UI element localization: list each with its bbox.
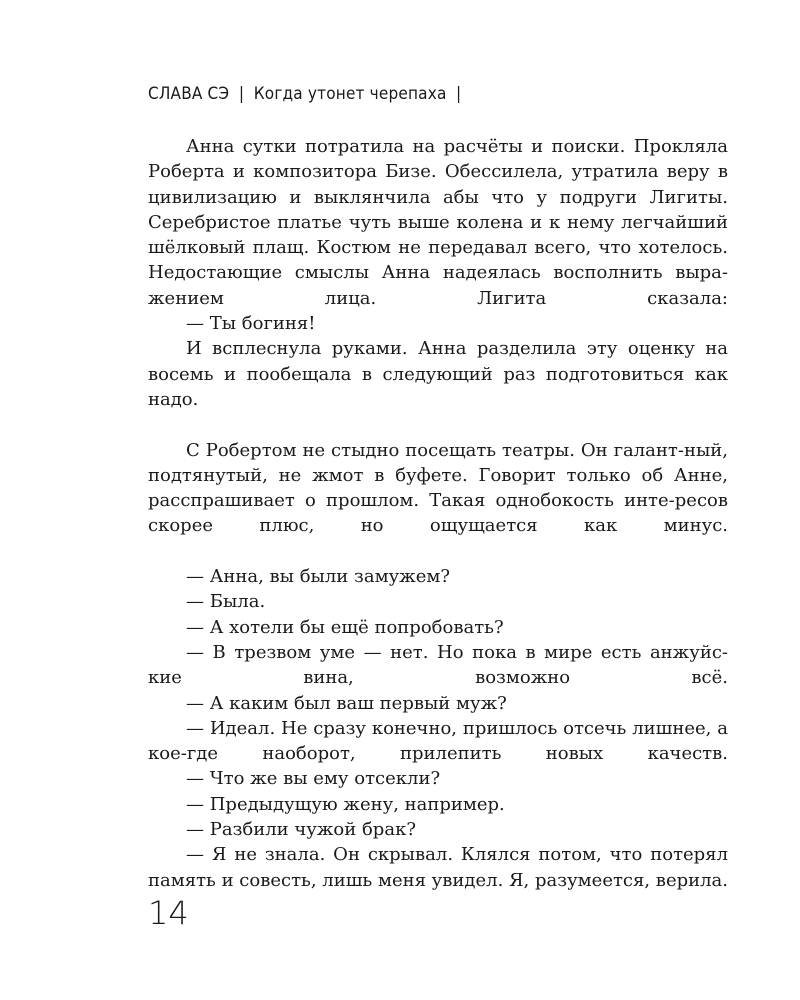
dialogue-line: — Была. <box>186 591 266 613</box>
text-line: С Робертом не стыдно посещать театры. Он галант- <box>186 439 684 461</box>
dialogue-line: — Анна, вы были замужем? <box>186 566 451 588</box>
dialogue-line: — Идеал. Не сразу конечно, пришлось отсечь лишнее, а кое-где наоборот, прилепить новых качеств. <box>148 717 728 765</box>
text-line: Серебристое платье чуть выше колена и к нему легчайший <box>148 211 728 233</box>
header-book-title: Когда утонет черепаха <box>253 84 447 104</box>
dialogue-line: — Что же вы ему отсекли? <box>186 768 441 790</box>
paragraph-clapped-hands <box>148 336 728 412</box>
text-line: жением лица. Лигита сказала: <box>148 287 728 309</box>
dialogue-line: — Я не знала. Он скрывал. Клялся потом, что потерял память и совесть, лишь меня увидел. Я, разумеется, верила. <box>148 844 728 891</box>
text-line: Роберта и композитора Бизе. Обессилела, утратила веру в <box>148 161 728 183</box>
page-number: 14 <box>148 894 189 932</box>
dialogue-line: — Разбили чужой брак? <box>186 819 416 841</box>
header-separator-right: | <box>456 84 462 104</box>
text-line: Анна сутки потратила на расчёты и поиски. Прокляла <box>186 136 728 157</box>
text-line: надо. <box>148 388 199 410</box>
paragraph-gap <box>148 412 728 437</box>
header-author: СЛАВА СЭ <box>148 84 230 104</box>
paragraph-anna-search <box>148 134 728 311</box>
dialogue-line: — А хотели бы ещё попробовать? <box>186 616 504 638</box>
paragraph-robert-theatre <box>148 438 728 539</box>
text-line: ресов скорее плюс, но ощущается как минус. <box>148 490 728 537</box>
dialogue-line: — В трезвом уме — нет. Но пока в мире есть анжуйс-кие вина, возможно всё. <box>148 641 728 689</box>
paragraph-gap <box>148 539 728 564</box>
running-header <box>148 84 466 104</box>
text-line: И всплеснула руками. Анна разделила эту оценку на <box>186 338 728 360</box>
dialogue-line: — А каким был ваш первый муж? <box>186 692 507 714</box>
text-line: Недостающие смыслы Анна надеялась восполнить выра- <box>148 262 728 284</box>
dialogue-line: — Предыдущую жену, например. <box>186 793 505 815</box>
text-line: ный, подтянутый, не жмот в буфете. Говорит только об <box>148 439 728 486</box>
dialogue-line: — Ты богиня! <box>186 313 316 335</box>
text-line: Анне, расспрашивает о прошлом. Такая однобокость инте- <box>148 464 728 512</box>
text-line: шёлковый плащ. Костюм не передавал всего, что хотелось. <box>148 237 728 259</box>
text-line: восемь и пообещала в следующий раз подготовиться как <box>148 363 728 385</box>
page-body-text <box>148 134 728 893</box>
text-line: цивилизацию и выклянчила абы что у подруги Лигиты. <box>148 186 728 208</box>
header-separator-left: | <box>238 84 245 104</box>
